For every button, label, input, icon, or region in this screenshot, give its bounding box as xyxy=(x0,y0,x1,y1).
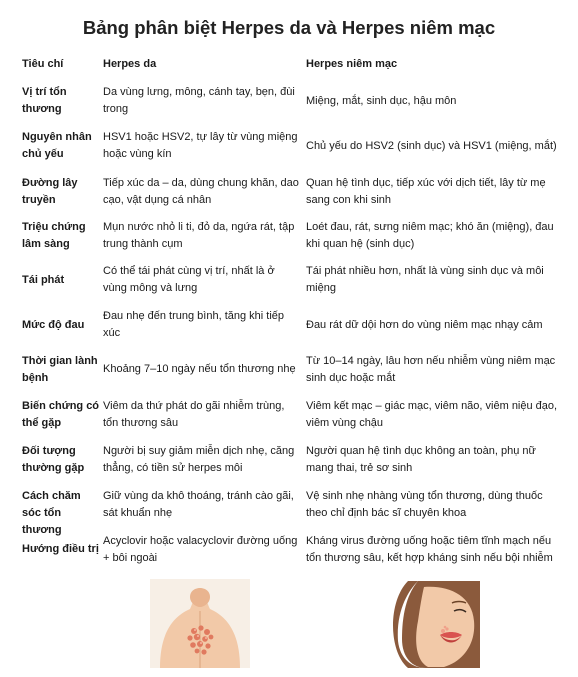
row-criteria: Cách chăm sóc tổn thương xyxy=(22,490,81,536)
row-skin: Khoảng 7–10 ngày nếu tổn thương nhẹ xyxy=(103,363,296,375)
row-mucosa: Viêm kết mạc – giác mạc, viêm não, viêm niệu đạo, viêm vùng chậu xyxy=(306,400,558,429)
row-criteria: Vị trí tổn thương xyxy=(22,86,67,115)
row-skin: Người bị suy giảm miễn dịch nhẹ, căng thẳng, có tiền sử herpes môi xyxy=(103,445,295,474)
row-skin: Viêm da thứ phát do gãi nhiễm trùng, tổn thương sâu xyxy=(103,400,285,429)
row-skin: Mụn nước nhỏ li ti, đỏ da, ngứa rát, tập trung thành cụm xyxy=(103,221,295,250)
row-mucosa: Miệng, mắt, sinh dục, hậu môn xyxy=(306,95,457,107)
row-criteria: Đường lây truyền xyxy=(22,177,78,206)
row-skin: Giữ vùng da khô thoáng, tránh cào gãi, sát khuẩn nhẹ xyxy=(103,490,294,519)
row-criteria: Nguyên nhân chủ yếu xyxy=(22,131,92,160)
row-skin: HSV1 hoặc HSV2, tự lây từ vùng miệng hoặc vùng kín xyxy=(103,131,298,160)
row-mucosa: Đau rát dữ dội hơn do vùng niêm mạc nhạy cảm xyxy=(306,319,543,331)
row-criteria: Mức độ đau xyxy=(22,319,85,331)
row-criteria: Triệu chứng lâm sàng xyxy=(22,221,86,250)
row-skin: Có thể tái phát cùng vị trí, nhất là ở vùng mông và lưng xyxy=(103,265,275,294)
row-mucosa: Từ 10–14 ngày, lâu hơn nếu nhiễm vùng niêm mạc sinh dục hoặc mắt xyxy=(306,355,556,384)
row-skin: Đau nhẹ đến trung bình, tăng khi tiếp xúc xyxy=(103,310,285,339)
row-mucosa: Vệ sinh nhẹ nhàng vùng tổn thương, dùng thuốc theo chỉ định bác sĩ chuyên khoa xyxy=(306,490,543,519)
row-mucosa: Người quan hệ tình dục không an toàn, phụ nữ mang thai, trẻ sơ sinh xyxy=(306,445,536,474)
row-criteria: Đối tượng thường gặp xyxy=(22,445,85,474)
row-mucosa: Kháng virus đường uống hoặc tiêm tĩnh mạch nếu tổn thương sâu, kết hợp kháng sinh nếu bội nhiễm xyxy=(306,535,553,564)
row-criteria: Biến chứng có thể gặp xyxy=(22,400,100,429)
row-criteria: Hướng điều trị xyxy=(22,543,99,555)
row-criteria: Thời gian lành bệnh xyxy=(22,355,98,384)
page-title: Bảng phân biệt Herpes da và Herpes niêm mạc xyxy=(82,17,496,38)
header-criteria: Tiêu chí xyxy=(22,58,64,70)
row-skin: Tiếp xúc da – da, dùng chung khăn, dao cạo, vật dụng cá nhân xyxy=(103,177,299,206)
row-skin: Da vùng lưng, mông, cánh tay, bẹn, đùi trong xyxy=(103,86,295,115)
header-mucosa: Herpes niêm mạc xyxy=(306,58,398,70)
header-skin: Herpes da xyxy=(103,58,157,70)
row-mucosa: Tái phát nhiều hơn, nhất là vùng sinh dục và môi miệng xyxy=(306,265,544,294)
row-skin: Acyclovir hoặc valacyclovir đường uống + bôi ngoài xyxy=(103,535,298,564)
row-mucosa: Chủ yếu do HSV2 (sinh dục) và HSV1 (miệng, mắt) xyxy=(306,140,557,152)
lip-herpes-illustration xyxy=(388,581,480,668)
row-mucosa: Quan hệ tình dục, tiếp xúc với dịch tiết, lây từ mẹ sang con khi sinh xyxy=(306,177,546,206)
row-criteria: Tái phát xyxy=(22,274,65,286)
row-mucosa: Loét đau, rát, sưng niêm mạc; khó ăn (miệng), đau khi quan hệ (sinh dục) xyxy=(306,221,554,250)
back-herpes-rash-illustration xyxy=(150,579,250,668)
